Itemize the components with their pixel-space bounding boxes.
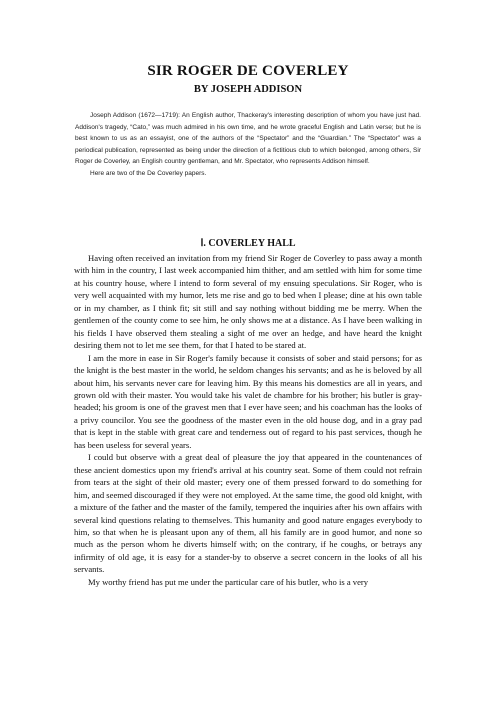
intro-note: [75, 110, 421, 179]
intro-paragraph: Joseph Addison (1672—1719): An English author, Thackeray's interesting description of whom you have just had. Addison's tragedy, “Cato,” was much admired in his own time, and he wrote graceful English and Latin verse; but he is best known to us as an essayist, one of the authors of the “Spectator” and the “Guardian.” The “Spectator” was a periodical publication, represented as being under the direction of a fictitious club to which belonged, among others, Sir Roger de Coverley, an English country gentleman, and Mr. Spectator, who represents Addison himself.: [75, 112, 421, 165]
section-heading: Ⅰ. COVERLEY HALL: [200, 238, 296, 249]
intro-paragraph: Here are two of the De Coverley papers.: [90, 169, 207, 177]
author-byline: BY JOSEPH ADDISON: [193, 84, 303, 95]
body-paragraph: I am the more in ease in Sir Roger's family because it consists of sober and staid persons; for as the knight is the best master in the world, he seldom changes his servants; and as he is beloved by all about him, his servants never care for leaving him. By this means his domestics are all in years, and grown old with their master. You would take his valet de chambre for his brother; his butler is gray-headed; his groom is one of the gravest men that I ever have seen; and his coachman has the looks of a privy councilor. You see the goodness of the master even in the old house dog, and in a gray pad that is kept in the stable with great care and tenderness out of regard to his past services, though he has been useless for several years.: [74, 352, 422, 450]
body-paragraph: I could but observe with a great deal of pleasure the joy that appeared in the countenances of these ancient domestics upon my friend's arrival at his country seat. Some of them could not refrain from tears at the sight of their old master; every one of them pressed forward to do something for him, and seemed discouraged if they were not employed. At the same time, the good old knight, with a mixture of the father and the master of the family, tempered the inquiries after his own affairs with several kind questions relating to themselves. This humanity and good nature engages everybody to him, so that when he is pleasant upon any of them, all his family are in good humor, and none so much as the person whom he diverts himself with; on the contrary, if he coughs, or betrays any infirmity of old age, it is easy for a stander-by to observe a secret concern in the looks of all his servants.: [74, 452, 422, 575]
body-paragraph: My worthy friend has put me under the particular care of his butler, who is a very: [88, 576, 369, 587]
body-text: [74, 252, 422, 588]
body-paragraph: Having often received an invitation from my friend Sir Roger de Coverley to pass away a month with him in the country, I last week accompanied him thither, and am settled with him for some time at his country house, where I intend to form several of my ensuing speculations. Sir Roger, who is very well acquainted with my humor, lets me rise and go to bed when I please; dine at his own table or in my chamber, as I think fit; sit still and say nothing without bidding me be merry. When the gentlemen of the county come to see him, he only shows me at a distance. As I have been walking in his fields I have observed them stealing a sight of me over an hedge, and have heard the knight desiring them not to let me see them, for that I hated to be stared at.: [74, 253, 422, 351]
document-title: SIR ROGER DE COVERLEY: [147, 63, 349, 79]
